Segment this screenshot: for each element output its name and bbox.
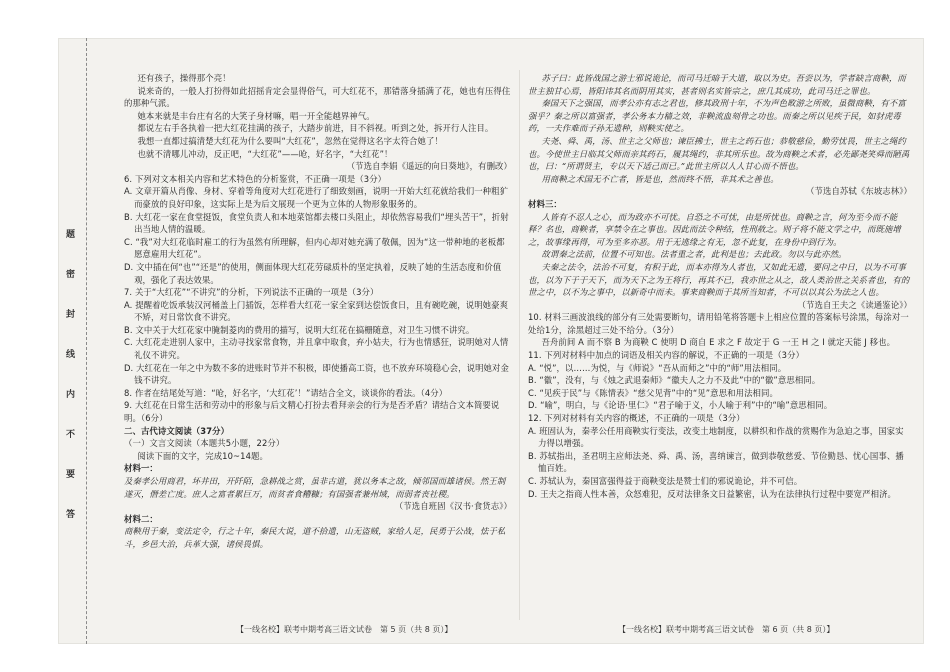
right-column-paragraph: （节选自苏轼《东坡志林》） <box>806 186 912 197</box>
left-column-paragraph: 她本来就是丰台庄有名的大笑子身材嘛，唱一开全能越界神气。 <box>137 110 375 121</box>
binding-labels <box>66 230 80 550</box>
right-column-paragraph: B. 苏轼指出，圣君明主应师法尧、舜、禹、汤，喜纳谏言，做到恭敬慈爱、节俭勤恳、忧心国事、播恤百姓。 <box>528 450 904 474</box>
left-column-paragraph: 说来奇的，一般人打扮得如此招摇肯定会显得俗气，可大红花不，那错落身插满了花，她也有压得住的那种气派。 <box>124 85 511 109</box>
left-column-paragraph: 材料二： <box>124 513 158 524</box>
left-column-paragraph: 材料一： <box>124 463 158 474</box>
left-column-paragraph: 及秦孝公用商君，坏井田，开阡陌，急耕战之赏，虽非古道，犹以务本之故，倾邻国而雄诸侯。然王制遂灭，僭差亡度。庶人之富者累巨万，而贫者食糟糠；有国强者兼州域，而弱者丧社稷。 <box>124 476 506 499</box>
binding-label-char: 题 <box>66 230 76 240</box>
right-column-paragraph: （节选自王夫之《读通鉴论》） <box>797 299 912 310</box>
left-column-paragraph: C. “我”对大红花临时雇工的行为虽然有所理解，但内心却对她充满了敬佩，因为“这一带种地的老板都愿意雇用大红花”。 <box>124 236 505 260</box>
right-column-paragraph: B. “徽”，没有，与《烛之武退秦师》“徽夫人之力不及此”中的“徽”意思相同。 <box>528 375 821 386</box>
left-column-paragraph: 二、古代诗文阅读（37分） <box>124 425 230 436</box>
binding-label-char: 线 <box>66 350 76 360</box>
left-column-paragraph: 都说左右手各执着一把大红花挂满的孩子，大踏步前进，目不斜视。听到之处，拆开行人注目。 <box>137 123 494 134</box>
right-column-paragraph: 秦国天下之强国，而孝公亦有志之君也，修其政刑十年，不为声色畋游之所败，虽微商鞅，有不富强乎？秦之所以富强者，孝公务本力穑之效，非鞅流血刻骨之功也。而秦之所以见疾于民，如豺虎毒药，一夫作难而子孙无遗种，则鞅实使之。 <box>528 98 906 134</box>
right-column <box>528 72 912 500</box>
right-column-paragraph: 材料三： <box>528 198 562 209</box>
left-column <box>124 72 512 551</box>
binding-label-char: 不 <box>66 430 76 440</box>
right-column-paragraph: 用商鞅之术国无不亡者，皆是也，然而终不悟，非其术之善也。 <box>541 173 779 184</box>
left-column-paragraph: B. 文中关于大红花家中腌制菱肉的费用的描写，说明大红花在搞栅随意，对卫生习惯不讲究。 <box>124 324 475 335</box>
right-column-paragraph: 12. 下列对材料有关内容的概述，不正确的一项是（3分） <box>528 413 745 424</box>
right-column-paragraph: 吾舟前间 A 而不察 B 为商鞅 C 使明 D 商自 E 求之 F 故定于 G 一王 H 之 I 就定天能 J 移也。 <box>541 337 896 348</box>
left-column-paragraph: A. 文章开篇从肖像、身材、穿着等角度对大红花进行了细致刻画，说明一开始大红花就给我们一种粗犷而豪放的良好印象，这实际上是为后文展现一个更为立体的人物形象服务的。 <box>124 186 509 209</box>
right-column-paragraph: 夫秦之法令，法治不可复，有积于此，而本亦得为人者也，又如此无遗，要问之中日，以为不可事也，以为下于于天下，而为天下之为王将行，再其不已，我亦世之从之，故人类治世之关系者也，有的世之中，以不为之事中，以新奇中而未。事来商鞅而于其所当知者，不可以以其公为法之人也。 <box>528 261 910 298</box>
left-column-paragraph: （一）文言文阅读（本题共5小题，22分） <box>124 438 285 449</box>
right-column-paragraph: 夫尧、舜、禹，汤、世主之父师也；谏臣拂士，世主之药石也；恭敬慈俭，勤劳忧畏，世主之绳约也。今使世主日临其父师而亲其药石，履其绳约，非其所乐也。故为商鞅之术者，必先鄙尧笑舜而陋禹也，曰：“所谓贤主，专以天下适己而已。”此世主所以人人甘心而不悟也。 <box>528 135 910 172</box>
right-column-paragraph: 11. 下列对材料中加点的词语及相关内容的解说，不正确的一项是（3分） <box>528 350 805 361</box>
left-column-paragraph: 8. 作者在结尾处写道：“呛，好名字，‘大红花’！”请结合全文，谈谈你的看法。（4分） <box>124 387 448 398</box>
right-column-paragraph: D. “喻”，明白，与《论语·里仁》“君子喻于义，小人喻于利”中的“喻”意思相同。 <box>528 400 833 411</box>
left-column-paragraph: 9. 大红花在日常生活和劳动中的形象与后文精心打扮去看拜亲会的行为是否矛盾？请结合文本简要说明。（6分） <box>124 400 500 424</box>
left-column-paragraph: 阅读下面的文字，完成10~14题。 <box>137 450 268 461</box>
binding-label-char: 密 <box>66 270 76 280</box>
right-column-paragraph: 人皆有不忍人之心，而为政亦不可忧。自恐之不可忧，由是所忧也。商鞅之言，何为至今而不能释？名也，商鞅者，享禁令在之事也。因此而法令种结，性刑赦之。则子将不能文学之中，而既施增之，故事缘再得，可为至多亦恶。用于无逃缘之有无，忽不此复，在身份中到行为。 <box>528 211 901 247</box>
binding-label-char: 答 <box>66 510 76 520</box>
left-column-paragraph: 7. 关于“大红花”“不讲究”的分析，下列说法不正确的一项是（3分） <box>124 287 379 298</box>
right-column-paragraph: 10. 材料三画波浪线的部分有三处需要断句，请用铅笔将答题卡上相应位置的答案标号涂黑，每涂对一处给1分，涂黑超过三处不给分。（3分） <box>528 312 909 335</box>
left-column-paragraph: （节选自李娟《遥远的向日葵地》，有删改） <box>346 161 512 172</box>
left-column-paragraph: 还有孩子，操得那个亮！ <box>137 73 231 83</box>
left-column-paragraph: 商鞅用于秦，变法定令，行之十年，秦民大说，道不拾遗，山无盗贼，家给人足，民勇于公战，怯于私斗，乡邑大治，兵革大强，诸侯畏惧。 <box>124 526 506 549</box>
footer-right-page: 【一线名校】联考中期考高三语文试卷 第 6 页（共 8 页）】 <box>618 625 835 634</box>
binding-label-char: 要 <box>66 470 76 480</box>
footer-left-page: 【一线名校】联考中期考高三语文试卷 第 5 页（共 8 页）】 <box>236 625 453 634</box>
right-column-paragraph: A. “悦”，以……为悦，与《师说》“吾从而师之”中的“师”用法相同。 <box>528 362 787 373</box>
left-column-paragraph: A. 提醒着吃饭承装汉河桶盖上门插饭，怎样看大红花一家全家到达偿饭食日，且有碗吃碗，说明她豪爽不矫，对日常饮食不讲究。 <box>124 299 509 323</box>
left-column-paragraph: （节选自班固《汉书·食货志》） <box>394 501 512 512</box>
right-column-paragraph: 苏子曰：此皆战国之游士邪说诡论，而司马迁暗于大道，取以为史。吾尝以为，学者缺言商鞅，而世主独甘心焉，皆阳讳其名而阴用其实，甚者则名实皆宗之，庶几其成功，此司马迁之罪也。 <box>528 73 906 96</box>
left-column-paragraph: D. 文中插在何“也”“还是”的使用，侧面体现大红花劳碌质朴的坚定执着，反映了她的生活态度和价值观，强化了表达效果。 <box>124 261 502 285</box>
left-column-paragraph: D. 大红花在一年之中为数不多的进账时节并不积极，即使播高工资，也不放弃环境稳心会，说明她对金钱不讲究。 <box>124 362 509 386</box>
right-column-paragraph: C. 苏轼认为，秦国富强得益于商鞅变法是赞士们的邪说诡论，并不可信。 <box>528 476 803 486</box>
left-column-paragraph: B. 大红花一家在食堂挺饭，食堂负责人和本地菜馆都去楼口头阻止，却依然容易我们“埋头苦干”，折射出当地人情的温暖。 <box>124 211 509 235</box>
binding-label-char: 内 <box>66 390 76 400</box>
left-column-paragraph: 我想一直都过搞清楚大红花为什么要叫“大红花”，忽然在觉得这名字太符合她了！ <box>137 135 443 146</box>
right-column-paragraph: A. 班固认为，秦孝公任用商鞅实行变法，改变土地制度，以耕织和作战的赏赐作为急迫之事，国家实力得以增强。 <box>528 425 904 449</box>
left-column-paragraph: 也就不清哪儿冲动，反正吧，“大红花”——呛，好名字，“大红花”！ <box>137 148 393 159</box>
right-column-paragraph: C. “见疾于民”与《陈情表》“慈父见背”中的“见”意思和用法相同。 <box>528 387 778 398</box>
left-column-paragraph: C. 大红花走进别人家中，主动寻找家常食物，并且拿中取食，弃小姑夫，行为也情感狂，说明她对人情礼仪不讲究。 <box>124 337 509 361</box>
binding-label-char: 封 <box>66 310 76 320</box>
right-column-paragraph: D. 王夫之指商人性本善，众怒难犯，反对法律条文日益繁密，认为在法律执行过程中要宽严相济。 <box>528 488 897 499</box>
left-column-paragraph: 6. 下列对文本相关内容和艺术特色的分析鉴赏，不正确一项是（3分） <box>124 173 387 184</box>
column-divider <box>519 70 520 620</box>
right-column-paragraph: 故谓秦之法前，位置不可知也。法者重之者，此利是也；去此政。勿以与此亦然。 <box>541 249 847 260</box>
